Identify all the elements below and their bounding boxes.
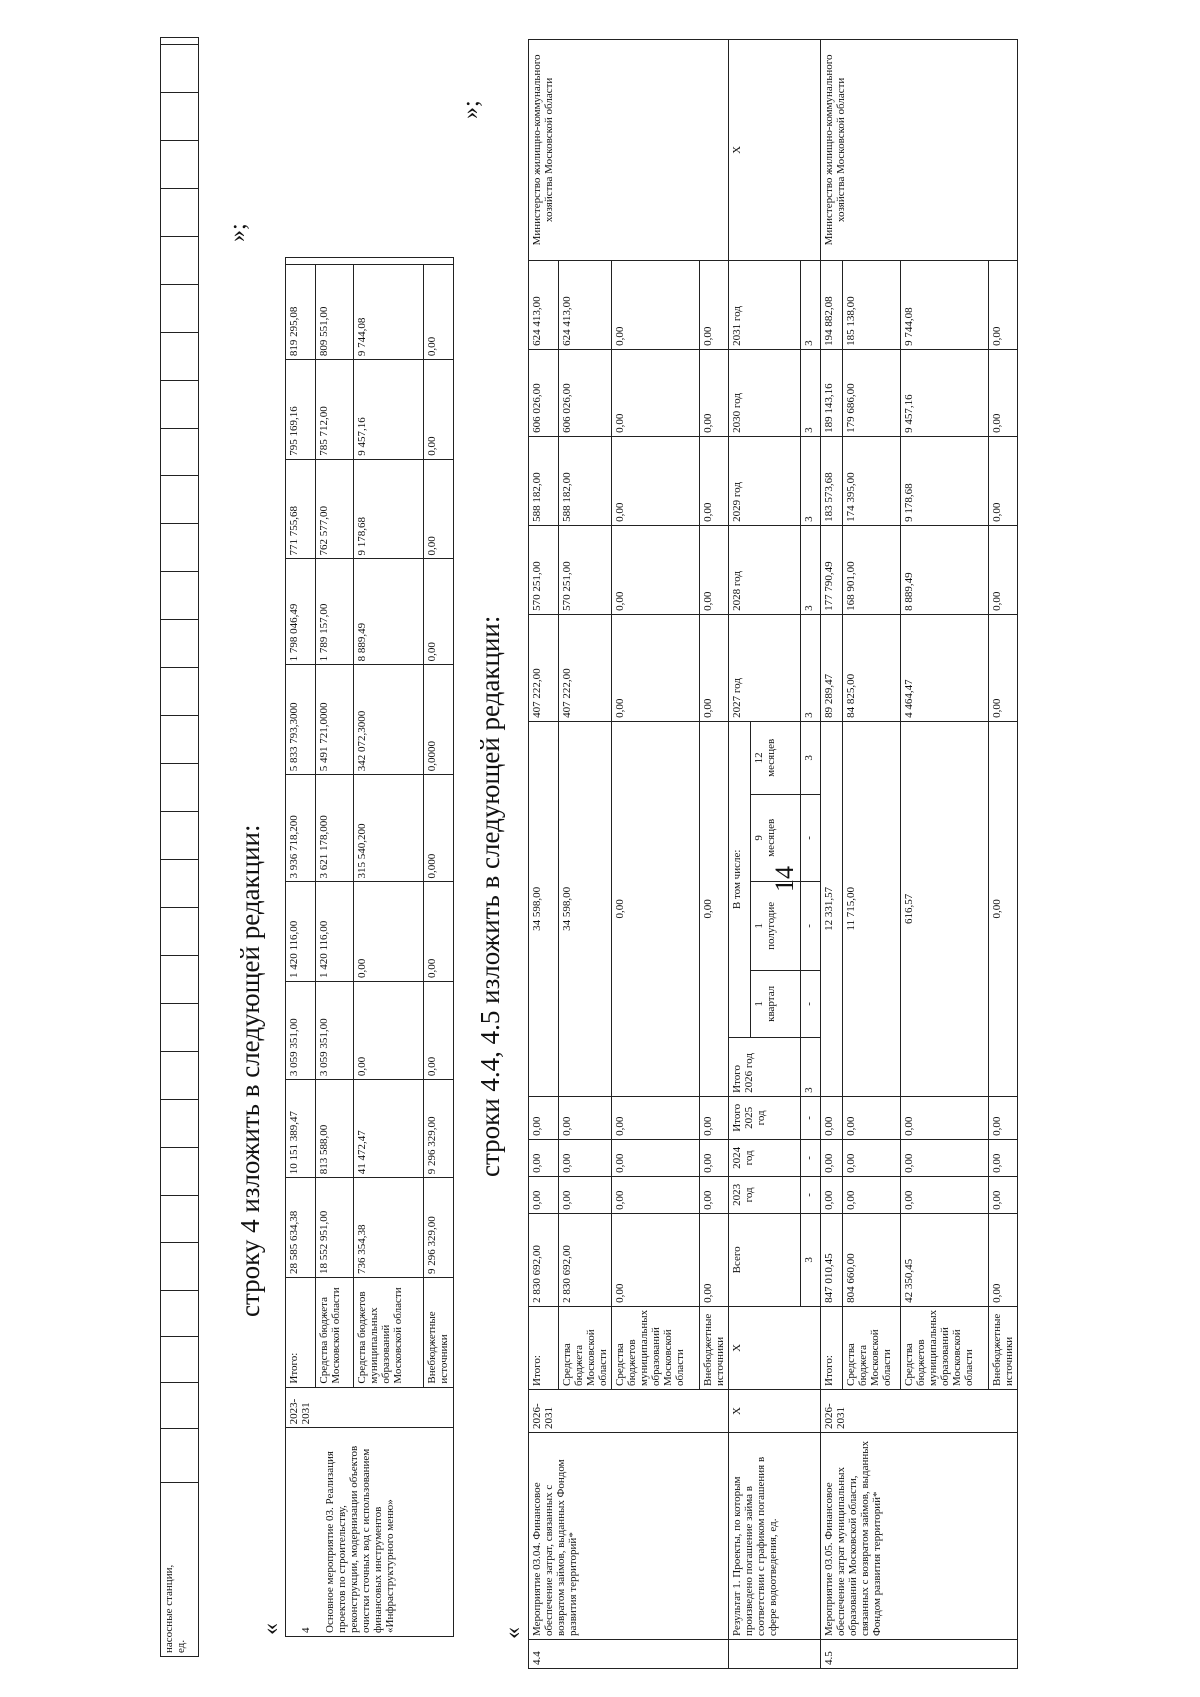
cell: 8 889,49: [354, 559, 424, 665]
cell: 9 296 329,00: [424, 1178, 454, 1278]
cell: 0,00: [424, 559, 454, 665]
cell: 0,00: [700, 349, 729, 436]
result-x1: X: [729, 1390, 821, 1433]
cell: 2 830 692,00: [529, 1213, 559, 1306]
cell: 9 457,16: [901, 349, 989, 436]
result-x3: X: [729, 40, 821, 261]
cell: 0,00: [989, 1176, 1018, 1213]
cell: 185 138,00: [843, 260, 901, 349]
cell: 84 825,00: [843, 614, 901, 721]
result-h-total: Всего: [729, 1213, 801, 1306]
r45-row-label: Внебюджетные источники: [989, 1306, 1018, 1389]
cell: 624 413,00: [559, 260, 612, 349]
cell: 9 296 329,00: [424, 1080, 454, 1178]
result-h-m9: 9 месяцев: [751, 794, 801, 881]
r45-row-label: Итого:: [821, 1306, 843, 1389]
cell: 9 457,16: [354, 360, 424, 460]
cell: 0,00: [612, 721, 700, 1096]
cell: 0,00: [559, 1139, 612, 1176]
result-x2: X: [729, 1306, 821, 1389]
result-h-2029: 2029 год: [729, 436, 801, 525]
cell: 570 251,00: [529, 525, 559, 614]
cell: 4 464,47: [901, 614, 989, 721]
cell: 0,00: [529, 1139, 559, 1176]
cell: 0,00: [559, 1096, 612, 1139]
cell: 736 354,38: [354, 1178, 424, 1278]
cell: 0,00: [612, 1096, 700, 1139]
cell: 407 222,00: [529, 614, 559, 721]
cell: 41 472,47: [354, 1080, 424, 1178]
cell: 771 755,68: [286, 459, 316, 559]
section44-open-quote: «: [500, 1627, 526, 1639]
r44-row-label: Итого:: [529, 1306, 559, 1389]
cell: 804 660,00: [843, 1213, 901, 1306]
result-h-2025: Итого 2025 год: [729, 1096, 801, 1139]
cell: 0,00: [821, 1176, 843, 1213]
r45-row-label: Средства бюджетов муниципальных образований Московской области: [901, 1306, 989, 1389]
cell: 3: [801, 349, 821, 436]
result-h-2026: Итого 2026 год: [729, 1037, 801, 1096]
section4-num: 4: [300, 1627, 312, 1633]
cell: 0,00: [612, 349, 700, 436]
cell: 3: [801, 721, 821, 794]
r44-num: 4.4: [529, 1640, 729, 1669]
section4-close-quote: »;: [225, 223, 251, 242]
section4-row-label: Внебюджетные источники: [424, 1277, 454, 1387]
cell: 1 798 046,49: [286, 559, 316, 665]
cell: 0,00: [843, 1176, 901, 1213]
cell: 18 552 951,00: [316, 1178, 354, 1278]
cell: 0,00: [989, 614, 1018, 721]
cell: 616,57: [901, 721, 989, 1096]
r44-executor: Министерство жилищно-коммунального хозяйства Московской области: [529, 40, 729, 261]
result-h-2031: 2031 год: [729, 260, 801, 349]
cell: 0,00: [424, 360, 454, 460]
cell: 0,00: [700, 1176, 729, 1213]
cell: 179 686,00: [843, 349, 901, 436]
cell: 0,00: [354, 882, 424, 982]
result-h-h1: 1 полугодие: [751, 881, 801, 970]
cell: 0,00: [700, 436, 729, 525]
cell: 0,00: [989, 525, 1018, 614]
result-h-q1: 1 квартал: [751, 970, 801, 1037]
cell: 570 251,00: [559, 525, 612, 614]
cell: 0,00: [821, 1139, 843, 1176]
cell: 9 178,68: [901, 436, 989, 525]
r45-row-label: Средства бюджета Московской области: [843, 1306, 901, 1389]
cell: 177 790,49: [821, 525, 843, 614]
cell: 588 182,00: [559, 436, 612, 525]
cell: 0,00: [612, 1176, 700, 1213]
result-h-2028: 2028 год: [729, 525, 801, 614]
cell: 9 178,68: [354, 459, 424, 559]
cell: 174 395,00: [843, 436, 901, 525]
r45-period: 2026- 2031: [821, 1390, 1018, 1433]
page-number: 14: [770, 866, 799, 892]
cell: 0,000: [424, 775, 454, 882]
cell: -: [801, 1096, 821, 1139]
result-h-2023: 2023 год: [729, 1176, 801, 1213]
cell: 3 936 718,200: [286, 775, 316, 882]
cell: 1 420 116,00: [316, 882, 354, 982]
cell: 0,00: [901, 1139, 989, 1176]
r45-executor: Министерство жилищно-коммунального хозяйства Московской области: [821, 40, 1018, 261]
cell: 0,00: [612, 436, 700, 525]
section4-row-label: Средства бюджетов муниципальных образований Московской области: [354, 1277, 424, 1387]
cell: 10 151 389,47: [286, 1080, 316, 1178]
cell: 0,00: [843, 1096, 901, 1139]
cell: 168 901,00: [843, 525, 901, 614]
cell: 8 889,49: [901, 525, 989, 614]
cell: 0,00: [989, 436, 1018, 525]
result-h-2030: 2030 год: [729, 349, 801, 436]
result-h-incl: В том числе:: [729, 721, 751, 1037]
cell: 0,00: [612, 1213, 700, 1306]
r44-period: 2026- 2031: [529, 1390, 729, 1433]
cell: 28 585 634,38: [286, 1178, 316, 1278]
cell: 189 143,16: [821, 349, 843, 436]
cell: 0,0000: [424, 665, 454, 775]
cell: 3: [801, 525, 821, 614]
cell: 342 072,3000: [354, 665, 424, 775]
cell: -: [801, 881, 821, 970]
result-title: Результат 1. Проекты, по которым произведено погашение займа в соответствии с графиком погашения в сфере водоотведения, ед.: [729, 1433, 821, 1640]
cell: 0,00: [612, 525, 700, 614]
cell: 0,00: [821, 1096, 843, 1139]
cell: 0,00: [989, 349, 1018, 436]
cell: 0,00: [424, 882, 454, 982]
cell: 3: [801, 1213, 821, 1306]
section4-heading: строку 4 изложить в следующей редакции:: [235, 824, 265, 1317]
section4-period: 2023- 2031: [286, 1387, 454, 1428]
section4-open-quote: «: [258, 1623, 284, 1635]
cell: 0,00: [700, 525, 729, 614]
cell: 624 413,00: [529, 260, 559, 349]
cell: 0,00: [843, 1139, 901, 1176]
cell: 847 010,45: [821, 1213, 843, 1306]
result-h-2027: 2027 год: [729, 614, 801, 721]
cell: 0,00: [989, 260, 1018, 349]
cell: 785 712,00: [316, 360, 354, 460]
cell: 9 744,08: [354, 265, 424, 360]
cell: 42 350,45: [901, 1213, 989, 1306]
cell: 89 289,47: [821, 614, 843, 721]
cell: 0,00: [529, 1096, 559, 1139]
cell: 34 598,00: [559, 721, 612, 1096]
cell: 795 169,16: [286, 360, 316, 460]
cell: 183 573,68: [821, 436, 843, 525]
cell: 0,00: [700, 1139, 729, 1176]
cell: 762 577,00: [316, 459, 354, 559]
section44-heading: строки 4.4, 4.5 изложить в следующей редакции:: [475, 615, 505, 1177]
cell: 315 540,200: [354, 775, 424, 882]
cell: 0,00: [700, 1213, 729, 1306]
section4-row-label: Средства бюджета Московской области: [316, 1277, 354, 1387]
cell: 606 026,00: [559, 349, 612, 436]
cell: 194 882,08: [821, 260, 843, 349]
r45-num: 4.5: [821, 1640, 1018, 1669]
cell: 3: [801, 436, 821, 525]
cell: 0,00: [559, 1176, 612, 1213]
cell: 0,00: [989, 1213, 1018, 1306]
r44-row-label: Внебюджетные источники: [700, 1306, 729, 1389]
r45-title: Мероприятие 03.05. Финансовое обеспечение затрат муниципальных образований Московской области, связанных с возвратом займов, выданных Фондом развития территорий*: [821, 1433, 1018, 1640]
cell: 3 059 351,00: [286, 982, 316, 1080]
cell: -: [801, 970, 821, 1037]
result-h-2024: 2024 год: [729, 1139, 801, 1176]
cell: 0,00: [901, 1096, 989, 1139]
cell: 9 744,08: [901, 260, 989, 349]
cell: 0,00: [989, 721, 1018, 1096]
cell: 0,00: [424, 459, 454, 559]
r44-row-label: Средства бюджетов муниципальных образований Московской области: [612, 1306, 700, 1389]
cell: 813 588,00: [316, 1080, 354, 1178]
section4-row-label: Итого:: [286, 1277, 316, 1387]
result-h-m12: 12 месяцев: [751, 721, 801, 794]
cell: 3: [801, 614, 821, 721]
cell: 3 059 351,00: [316, 982, 354, 1080]
cell: 0,00: [700, 260, 729, 349]
cell: 819 295,08: [286, 265, 316, 360]
cell: 3: [801, 1037, 821, 1096]
cell: 1 789 157,00: [316, 559, 354, 665]
cell: 5 491 721,0000: [316, 665, 354, 775]
section44-close-quote: »;: [458, 100, 484, 119]
cell: 0,00: [612, 1139, 700, 1176]
cell: 0,00: [989, 1139, 1018, 1176]
cell: 0,00: [700, 721, 729, 1096]
cell: 12 331,57: [821, 721, 843, 1096]
cell: -: [801, 1176, 821, 1213]
cell: 0,00: [700, 1096, 729, 1139]
cell: 0,00: [612, 614, 700, 721]
cell: 2 830 692,00: [559, 1213, 612, 1306]
cell: 0,00: [700, 614, 729, 721]
cell: 0,00: [424, 982, 454, 1080]
cell: -: [801, 1139, 821, 1176]
cell: 809 551,00: [316, 265, 354, 360]
cell: 34 598,00: [529, 721, 559, 1096]
section4-title: Основное мероприятие 03. Реализация проектов по строительству, реконструкции, модернизации объектов очистки сточных вод с использованием финансовых инструментов «Инфраструктурного меню»: [324, 1445, 396, 1633]
cell: 0,00: [424, 265, 454, 360]
header-row-table: [160, 37, 199, 1657]
cell: 1 420 116,00: [286, 882, 316, 982]
cell: 0,00: [989, 1096, 1018, 1139]
cell: 0,00: [901, 1176, 989, 1213]
r44-row-label: Средства бюджета Московской области: [559, 1306, 612, 1389]
cell: 588 182,00: [529, 436, 559, 525]
cell: 11 715,00: [843, 721, 901, 1096]
header-row-label: насосные станции, ед.: [161, 1483, 199, 1657]
cell: -: [801, 794, 821, 881]
cell: 3: [801, 260, 821, 349]
cell: 5 833 793,3000: [286, 665, 316, 775]
cell: 407 222,00: [559, 614, 612, 721]
cell: 3 621 178,000: [316, 775, 354, 882]
cell: 606 026,00: [529, 349, 559, 436]
section4-table: [285, 257, 454, 1637]
cell: 0,00: [612, 260, 700, 349]
cell: 0,00: [529, 1176, 559, 1213]
cell: 0,00: [354, 982, 424, 1080]
section44-table: [528, 39, 1018, 1669]
r44-title: Мероприятие 03.04. Финансовое обеспечение затрат, связанных с возвратом займов, выданных Фондом развития территорий*: [529, 1433, 729, 1640]
